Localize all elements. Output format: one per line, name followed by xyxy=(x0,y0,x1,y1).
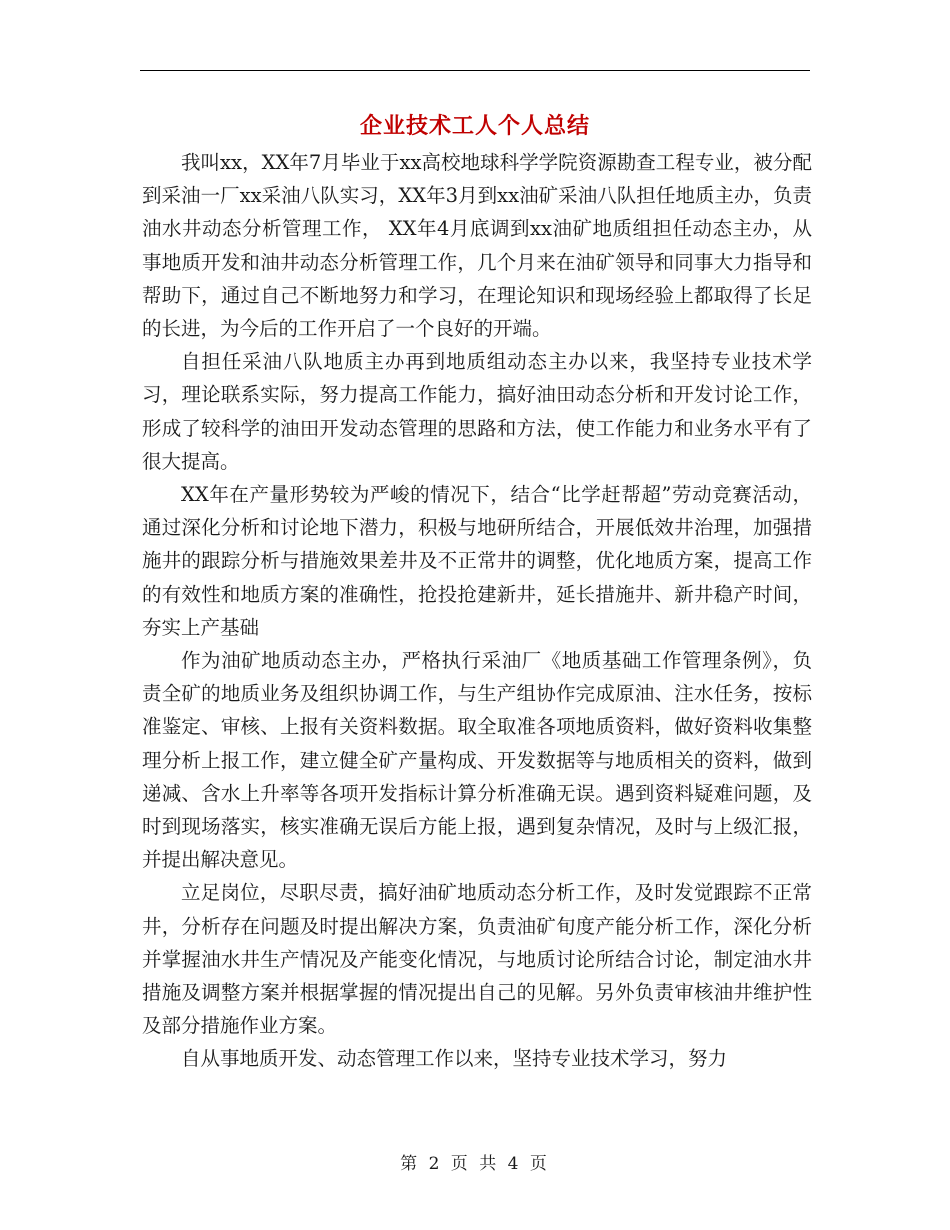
paragraph-6: 自从事地质开发、动态管理工作以来，坚持专业技术学习，努力 xyxy=(181,1047,728,1071)
paragraph-2: 自担任采油八队地质主办再到地质组动态主办以来，我坚持专业技术学习，理论联系实际，努力提高工作能力，搞好油田动态分析和开发讨论工作，形成了较科学的油田开发动态管理的思路和方法，使工作能力和业务水平有了很大提高。 xyxy=(142,350,812,473)
header-rule xyxy=(140,70,810,71)
document-body xyxy=(142,146,812,1076)
page-number: 第 2 页 共 4 页 xyxy=(400,1154,550,1174)
paragraph-5: 立足岗位，尽职尽责，搞好油矿地质动态分析工作，及时发觉跟踪不正常井，分析存在问题及时提出解决方案，负责油矿旬度产能分析工作，深化分析并掌握油水井生产情况及产能变化情况，与地质讨论所结合讨论，制定油水井措施及调整方案并根据掌握的情况提出自己的见解。另外负责审核油井维护性及部分措施作业方案。 xyxy=(142,881,812,1038)
paragraph-3: XX年在产量形势较为严峻的情况下，结合“比学赶帮超”劳动竞赛活动，通过深化分析和讨论地下潜力，积极与地研所结合，开展低效井治理，加强措施井的跟踪分析与措施效果差井及不正常井的调整，优化地质方案，提高工作的有效性和地质方案的准确性，抢投抢建新井，延长措施井、新井稳产时间，夯实上产基础 xyxy=(142,483,812,639)
document-title: 企业技术工人个人总结 xyxy=(359,113,590,139)
paragraph-4: 作为油矿地质动态主办，严格执行采油厂《地质基础工作管理条例》，负责全矿的地质业务及组织协调工作，与生产组协作完成原油、注水任务，按标准鉴定、审核、上报有关资料数据。取全取准各项地质资料，做好资料收集整理分析上报工作，建立健全矿产量构成、开发数据等与地质相关的资料，做到递减、含水上升率等各项开发指标计算分析准确无误。遇到资料疑难问题，及时到现场落实，核实准确无误后方能上报，遇到复杂情况，及时与上级汇报，并提出解决意见。 xyxy=(142,649,812,872)
paragraph-1: 我叫xx，XX年7月毕业于xx高校地球科学学院资源勘查工程专业，被分配到采油一厂xx采油八队实习，XX年3月到xx油矿采油八队担任地质主办，负责油水井动态分析管理工作， XX年4月底调到xx油矿地质组担任动态主办，从事地质开发和油井动态分析管理工作，几个月来在油矿领导和同事大力指导和帮助下，通过自己不断地努力和学习，在理论知识和现场经验上都取得了长足的长进，为今后的工作开启了一个良好的开端。 xyxy=(142,151,812,341)
